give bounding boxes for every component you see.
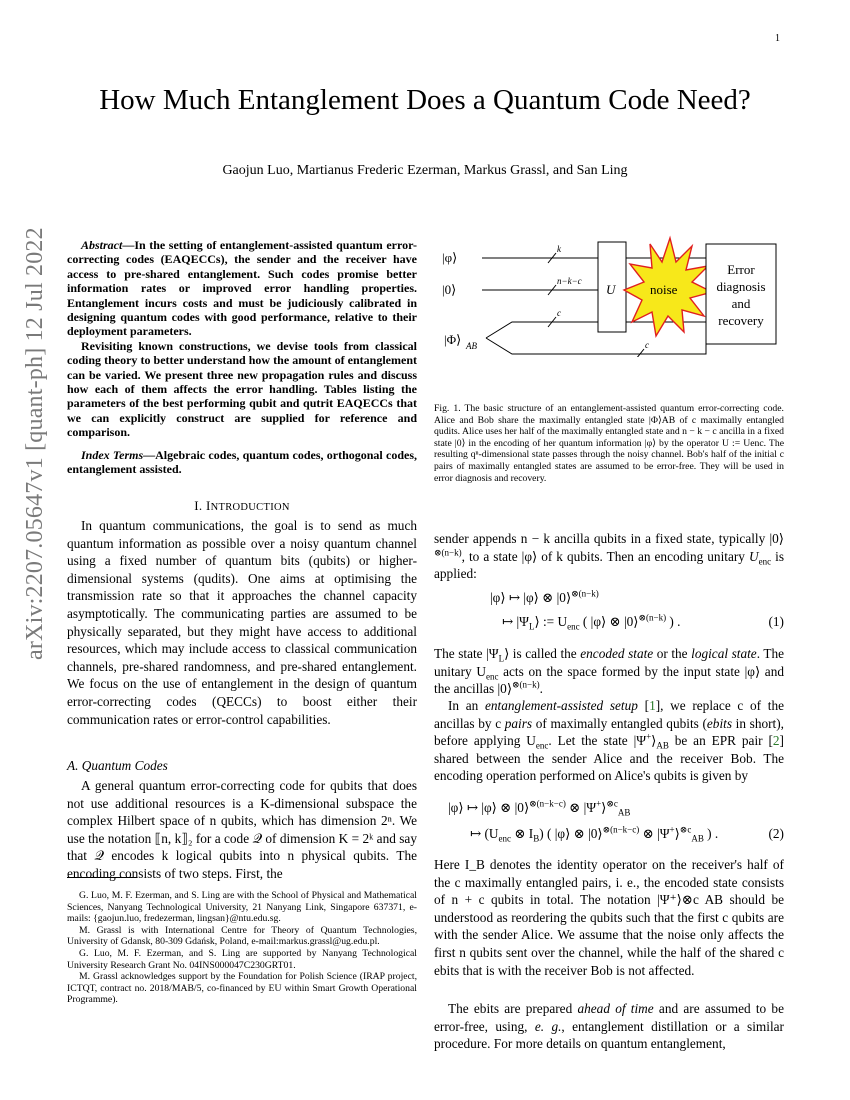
abstract-label: Abstract (81, 238, 123, 252)
eaqecc-circuit-figure (440, 232, 785, 357)
subscript: AB (691, 833, 704, 844)
math-run: ) . (703, 826, 719, 841)
text-run: . (539, 681, 543, 697)
superscript: + (596, 798, 602, 809)
section-heading-introduction (67, 498, 417, 514)
subscript: enc (758, 556, 772, 567)
math-run: ⊗ |Ψ (639, 826, 670, 841)
equation-1-line-1 (490, 590, 599, 606)
index-terms-text: —Algebraic codes, quantum codes, orthogonal codes, entanglement assisted. (67, 448, 417, 477)
arxiv-stamp-text: arXiv:2207.05647v1 [quant-ph] 12 Jul 2022 (22, 227, 48, 660)
text-run: [ (637, 698, 650, 713)
error-box-line-1: Error (727, 262, 755, 277)
text-run: in short), before applying U (434, 715, 784, 749)
subsection-heading: A. Quantum Codes (67, 758, 168, 773)
superscript: + (669, 824, 675, 835)
citation-link[interactable]: 2 (772, 733, 780, 749)
text-run: logical state (691, 646, 757, 661)
text-run: In an (448, 698, 485, 713)
figure-caption (434, 403, 784, 484)
right-paragraph-4: Here I_B denotes the identity operator on the receiver's half of the c maximally entangled pairs, i. e., the encoded state consists of n + c qubits in total. The notation |Ψ⁺⟩⊗c AB should be understood as reordering the qubits such that the first c qubits are with the sender Alice. We assume that the noise only affects the first n qubits sent over the channel, while the half of the shared c ebits that is with the receiver Bob is not affected. (434, 857, 784, 978)
wire-bob-half (486, 338, 706, 354)
input-bell-subscript: AB (466, 341, 477, 351)
error-box-line-3: and (731, 296, 751, 311)
math-run: ) ( |φ⟩ ⊗ |0⟩ (539, 826, 603, 841)
text-run: ebits (706, 715, 733, 731)
text-run: or the (653, 646, 692, 661)
section-title-rest: NTRODUCTION (210, 502, 290, 513)
paper-title: How Much Entanglement Does a Quantum Code Need? (99, 84, 751, 116)
text-run: . Let the state |Ψ (548, 733, 647, 749)
math-run: |φ⟩ ↦ |φ⟩ ⊗ |0⟩ (448, 800, 530, 815)
text-run: of maximally entangled qubits ( (532, 715, 707, 731)
subscript: AB (656, 740, 669, 751)
text-run: ⟩ (651, 733, 657, 749)
superscript: ⊗c (679, 824, 692, 835)
error-recovery-box (706, 244, 776, 344)
wire-label-c-bob: c (645, 340, 649, 350)
wire-label-c: c (557, 308, 561, 318)
text-run: pairs (504, 715, 533, 731)
subscript: enc (535, 740, 549, 751)
index-terms (67, 448, 417, 477)
input-phi-label: |φ⟩ (442, 250, 458, 265)
noise-label: noise (650, 282, 678, 297)
math-run: ↦ (U (470, 826, 499, 841)
right-paragraph-2 (434, 645, 784, 698)
subscript: enc (498, 833, 511, 844)
error-box-line-4: recovery (718, 313, 764, 328)
footnote: G. Luo, M. F. Ezerman, and S. Ling are supported by Nanyang Technological University Research Grant No. 04INS000047C230GRT01. (67, 947, 417, 971)
superscript: ⊗(n−k−c) (529, 798, 566, 809)
superscript: ⊗(n−k−c) (602, 824, 640, 835)
abstract-paragraph-2: Revisiting known constructions, we devise tools from classical coding theory to better understand how the amount of entanglement can be varied. We present three new propagation rules and discuss how each of them affects the error handling. Tables listing the parameters of the best performing qubit and qutrit EAQECCs that we can explicitly construct are supplied for reference and comparison. (67, 338, 417, 440)
math-run: ) . (666, 614, 681, 629)
text-run: ahead of time (577, 1001, 654, 1016)
unitary-label: U (606, 282, 616, 297)
section-title-initial: I (205, 498, 211, 513)
wire-alice-half (486, 322, 598, 338)
page-number: 1 (775, 33, 780, 44)
text-run: |0⟩ (769, 531, 784, 546)
text-run: encoded state (580, 646, 654, 661)
subscript: B (533, 833, 540, 844)
equation-2 (434, 798, 784, 844)
error-box-line-2: diagnosis (716, 279, 766, 294)
text-run: be an EPR pair [ (668, 733, 773, 749)
text-run: e. g. (534, 1018, 562, 1034)
input-bell-label: |Φ⟩ (444, 332, 462, 347)
subscript: enc (485, 671, 499, 682)
subscript: AB (617, 807, 631, 818)
math-run: ⟩ (601, 800, 607, 815)
introduction-paragraph: In quantum communications, the goal is to send as much quantum information as possible over a noisy quantum channel using a fixed number of quantum bits (qubits) or higher-dimensional systems (qudits). One aims at optimising the transmission rate so that it approaches the channel capacity asymptotically. The communicating parties are assumed to be physically separated, but they might have access to additional resources, which may include access to classical communication channels, pre-shared randomness, and pre-shared entanglement. We focus on the use of entanglement in the design of quantum error-correcting codes (QECCs) to boost either their communication rates or error-control capabilities. (67, 518, 417, 727)
equation-1-number: (1) (768, 614, 784, 629)
citation-link[interactable]: 1 (649, 698, 656, 713)
paper-authors: Gaojun Luo, Martianus Frederic Ezerman, Markus Grassl, and San Ling (222, 163, 628, 178)
superscript: ⊗(n−k) (571, 588, 599, 599)
footnote-rule (67, 877, 137, 878)
math-run: |φ⟩ ↦ |φ⟩ ⊗ |0⟩ (490, 590, 572, 605)
text-run: U (748, 548, 759, 564)
text-run: acts on the space formed by the input state |φ⟩ and the ancillas |0⟩ (434, 663, 785, 697)
quantum-codes-body (67, 777, 417, 883)
superscript: ⊗(n−k) (512, 679, 540, 690)
text-run: , to a state |φ⟩ of k qubits. Then an encoding unitary (461, 548, 745, 564)
index-terms-label: Index Terms (81, 448, 144, 462)
input-zero-label: |0⟩ (442, 282, 457, 297)
math-run: ⊗ I (511, 826, 534, 841)
footnote: M. Grassl acknowledges support by the Foundation for Polish Science (IRAP project, ICTQT, contract no. 2018/MAB/5, co-financed by EU within Smart Growth Operational Programme). (67, 971, 417, 1006)
text-run: ⟩ is called the (504, 646, 581, 661)
caption-label: Fig. 1. (434, 403, 461, 414)
math-run: ⟩ (674, 826, 680, 841)
superscript: ⊗(n−k) (638, 612, 667, 623)
subscript: enc (567, 621, 580, 632)
text-run: ] shared between the sender Alice and the receiver Bob. The encoding operation performed on Alice's qubits is given by (434, 733, 784, 784)
superscript: + (646, 731, 652, 742)
equation-2-line-1 (448, 800, 630, 816)
equation-1-line-2 (502, 614, 681, 630)
text-run: and are assumed to be error-free, using, (434, 1001, 784, 1034)
footnote: M. Grassl is with International Centre for Theory of Quantum Technologies, University of Gdansk, 80-309 Gdańsk, Poland, e-mail:markus.grassl@ug.edu.pl. (67, 924, 417, 948)
right-paragraph-3 (434, 697, 784, 785)
footnotes (67, 890, 417, 1006)
abstract (67, 238, 417, 440)
subscript: L (528, 621, 535, 632)
abstract-paragraph-1: —In the setting of entanglement-assisted quantum error-correcting codes (EAQECCs), the sender and the receiver have access to pre-shared entanglement. Such codes promise better information rates or improved error handling properties. Entanglement incurs costs and must be judiciously calibrated in designing quantum codes with good performance, relative to their deployment parameters. (67, 238, 417, 339)
equation-1 (434, 590, 784, 630)
math-run: ⊗ |Ψ (565, 800, 597, 815)
right-paragraph-5 (434, 1000, 784, 1053)
text-run: The state |Ψ (434, 646, 499, 661)
introduction-body (67, 517, 417, 728)
subscript: L (498, 653, 505, 664)
superscript: ⊗c (606, 798, 618, 809)
equation-2-number: (2) (768, 826, 784, 841)
wire-label-k: k (557, 244, 561, 254)
text-run: entanglement-assisted setup (485, 698, 638, 713)
superscript: ⊗(n−k) (434, 547, 462, 558)
equation-2-line-2 (470, 826, 718, 842)
text-run: , entanglement distillation or a similar procedure. For more details on quantum entanglement, (434, 1018, 784, 1052)
caption-text: The basic structure of an entanglement-assisted quantum error-correcting code. Alice and Bob share the maximally entangled state |Φ⟩AB of c maximally entangled qudits. Alice uses her half of the maximally entangled state and n − k − c ancilla in a fixed state |0⟩ in the encoding of her quantum information |φ⟩ by the operator U := Uenc. The resulting qⁿ-dimensional state passes through the noisy channel. Bob's half of the initial c pairs of maximally entangled states are assumed to be error-free. They will be used in error diagnosis and recovery. (434, 403, 784, 484)
wire-label-nkc: n−k−c (557, 276, 582, 286)
text-run: is applied: (434, 548, 784, 582)
math-run: ( |φ⟩ ⊗ |0⟩ (579, 614, 639, 629)
math-run: ↦ |Ψ (502, 614, 529, 629)
text-run: The ebits are prepared (448, 1001, 578, 1016)
math-run: ⟩ := U (534, 614, 568, 629)
footnote: G. Luo, M. F. Ezerman, and S. Ling are with the School of Physical and Mathematical Sciences, Nanyang Technological University, 21 Nanyang Link, Singapore 637371, e-mails: {gaojun.luo, fredezerman, lingsan}@ntu.edu.sg. (67, 890, 417, 925)
quantum-codes-paragraph: A general quantum error-correcting code for qubits that does not use additional resources is a K-dimensional subspace the complex Hilbert space of n qubits, which has dimension 2ⁿ. We use the notation ⟦n, k⟧₂ for a code 𝒬 of dimension K = 2ᵏ and say that 𝒬 encodes k logical qubits into n physical qubits. The encoding consists of two steps. First, the (67, 778, 417, 881)
text-run: . The unitary U (434, 646, 784, 679)
text-run: sender appends n − k ancilla qubits in a fixed state, typically (434, 531, 766, 546)
right-paragraph-1 (434, 530, 784, 583)
text-run: ], we replace c of the ancillas by c (434, 698, 784, 731)
section-number: I. (194, 498, 203, 513)
